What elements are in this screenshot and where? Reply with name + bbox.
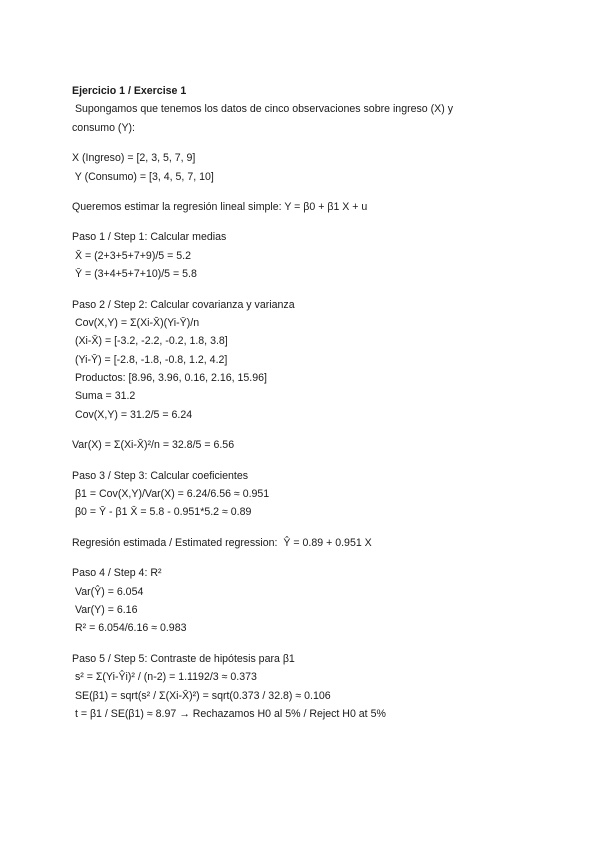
step-2-var: Var(X) = Σ(Xi-X̄)²/n = 32.8/5 = 6.56	[72, 439, 235, 452]
step-3-beta0: β0 = Ȳ - β1 X̄ = 5.8 - 0.951*5.2 ≈ 0.89	[72, 506, 252, 519]
step-4-var-yhat: Var(Ŷ) = 6.054	[72, 585, 144, 598]
step-2-products: Productos: [8.96, 3.96, 0.16, 2.16, 15.96]	[72, 372, 267, 385]
goal-line: Queremos estimar la regresión lineal simple: Y = β0 + β1 X + u	[72, 200, 368, 213]
step-1-ybar: Ȳ = (3+4+5+7+10)/5 = 5.8	[72, 268, 197, 281]
x-data-line: X (Ingreso) = [2, 3, 5, 7, 9]	[72, 152, 196, 165]
step-1-title: Paso 1 / Step 1: Calcular medias	[72, 231, 227, 244]
y-data-line: Y (Consumo) = [3, 4, 5, 7, 10]	[72, 170, 214, 183]
step-3-beta1: β1 = Cov(X,Y)/Var(X) = 6.24/6.56 ≈ 0.951	[72, 488, 270, 501]
step-5-s2: s² = Σ(Yi-Ŷi)² / (n-2) = 1.1192/3 ≈ 0.373	[72, 671, 257, 684]
document-body	[72, 85, 542, 726]
step-2-title: Paso 2 / Step 2: Calcular covarianza y varianza	[72, 298, 295, 311]
step-4-var-y: Var(Y) = 6.16	[72, 603, 138, 616]
step-3-title: Paso 3 / Step 3: Calcular coeficientes	[72, 469, 249, 482]
step-5-t: t = β1 / SE(β1) ≈ 8.97 → Rechazamos H0 al 5% / Reject H0 at 5%	[72, 707, 386, 720]
step-2-x-deviations: (Xi-X̄) = [-3.2, -2.2, -0.2, 1.8, 3.8]	[72, 335, 228, 348]
step-4-title: Paso 4 / Step 4: R²	[72, 567, 162, 580]
step-2-y-deviations: (Yi-Ȳ) = [-2.8, -1.8, -0.8, 1.2, 4.2]	[72, 353, 228, 366]
step-4-r2: R² = 6.054/6.16 ≈ 0.983	[72, 622, 187, 635]
intro-line-1: Supongamos que tenemos los datos de cinco observaciones sobre ingreso (X) y	[72, 103, 454, 116]
step-1-xbar: X̄ = (2+3+5+7+9)/5 = 5.2	[72, 249, 191, 262]
estimated-regression: Regresión estimada / Estimated regression: Ŷ = 0.89 + 0.951 X	[72, 536, 372, 549]
exercise-title: Ejercicio 1 / Exercise 1	[72, 85, 187, 97]
intro-line-2: consumo (Y):	[72, 121, 135, 134]
step-5-title: Paso 5 / Step 5: Contraste de hipótesis para β1	[72, 652, 295, 665]
step-2-cov-formula: Cov(X,Y) = Σ(Xi-X̄)(Yi-Ȳ)/n	[72, 316, 200, 329]
step-5-se: SE(β1) = sqrt(s² / Σ(Xi-X̄)²) = sqrt(0.373 / 32.8) ≈ 0.106	[72, 689, 331, 702]
step-2-sum: Suma = 31.2	[72, 390, 136, 403]
step-2-cov-value: Cov(X,Y) = 31.2/5 = 6.24	[72, 408, 193, 421]
